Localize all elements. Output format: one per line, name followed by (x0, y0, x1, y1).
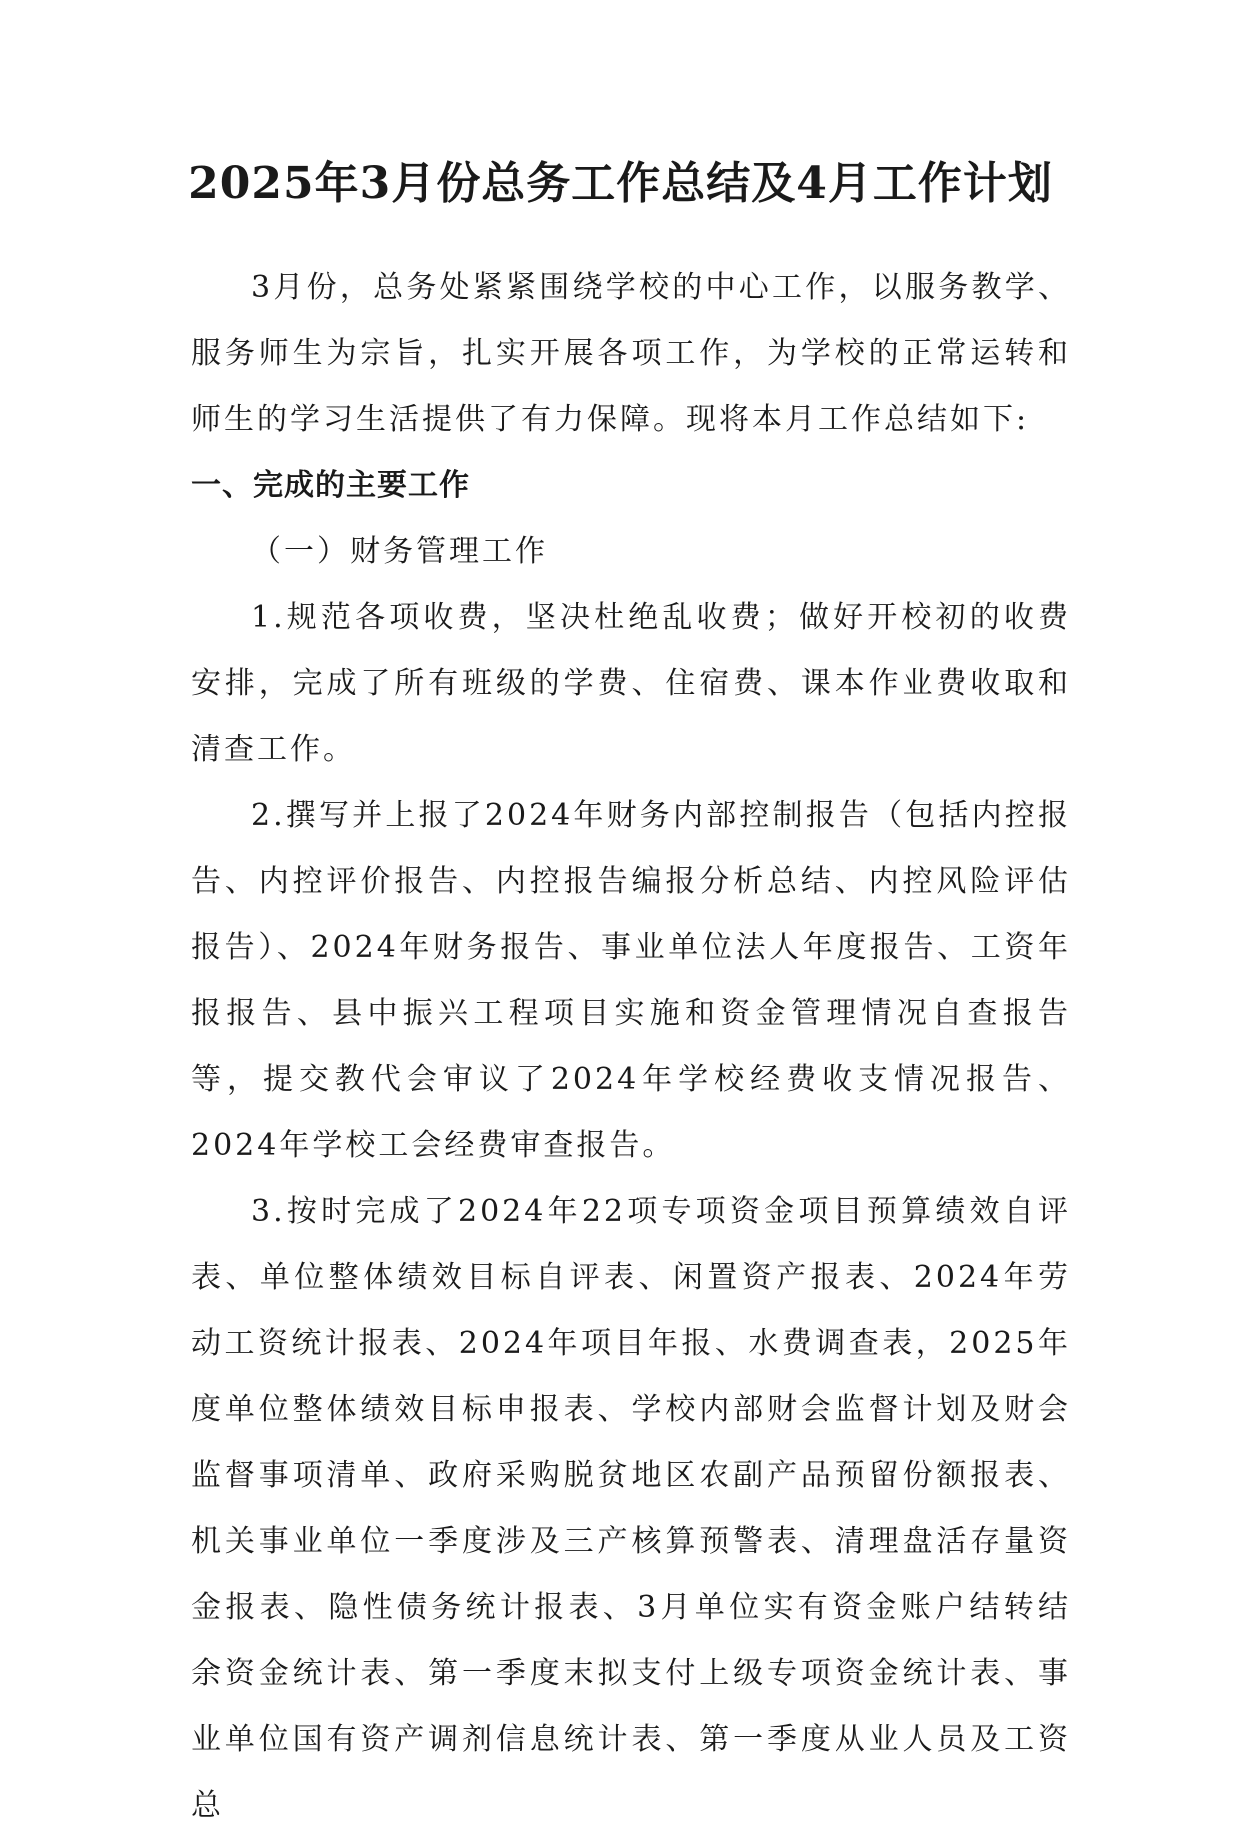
intro-paragraph: 3月份，总务处紧紧围绕学校的中心工作，以服务教学、服务师生为宗旨，扎实开展各项工作，为学校的正常运转和师生的学习生活提供了有力保障。现将本月工作总结如下: (191, 270, 1071, 437)
paragraph-item-2: 2.撰写并上报了2024年财务内部控制报告（包括内控报告、内控评价报告、内控报告编报分析总结、内控风险评估报告）、2024年财务报告、事业单位法人年度报告、工资年报报告、县中振兴工程项目实施和资金管理情况自查报告等，提交教代会审议了2024年学校经费收支情况报告、2024年学校工会经费审查报告。 (191, 798, 1071, 1163)
page-title: 2025年3月份总务工作总结及4月工作计划 (188, 158, 1053, 209)
paragraph-item-3: 3.按时完成了2024年22项专项资金项目预算绩效自评表、单位整体绩效目标自评表、闲置资产报表、2024年劳动工资统计报表、2024年项目年报、水费调查表，2025年度单位整体绩效目标申报表、学校内部财会监督计划及财会监督事项清单、政府采购脱贫地区农副产品预留份额报表、机关事业单位一季度涉及三产核算预警表、清理盘活存量资金报表、隐性债务统计报表、3月单位实有资金账户结转结余资金统计表、第一季度末拟支付上级专项资金统计表、事业单位国有资产调剂信息统计表、第一季度从业人员及工资总 (191, 1194, 1071, 1823)
paragraph-item-1: 1.规范各项收费，坚决杜绝乱收费；做好开校初的收费安排，完成了所有班级的学费、住宿费、课本作业费收取和清查工作。 (191, 600, 1071, 767)
document-body (191, 255, 1071, 1839)
section-heading: 一、完成的主要工作 (191, 468, 470, 503)
subsection-heading: （一）财务管理工作 (251, 534, 548, 569)
